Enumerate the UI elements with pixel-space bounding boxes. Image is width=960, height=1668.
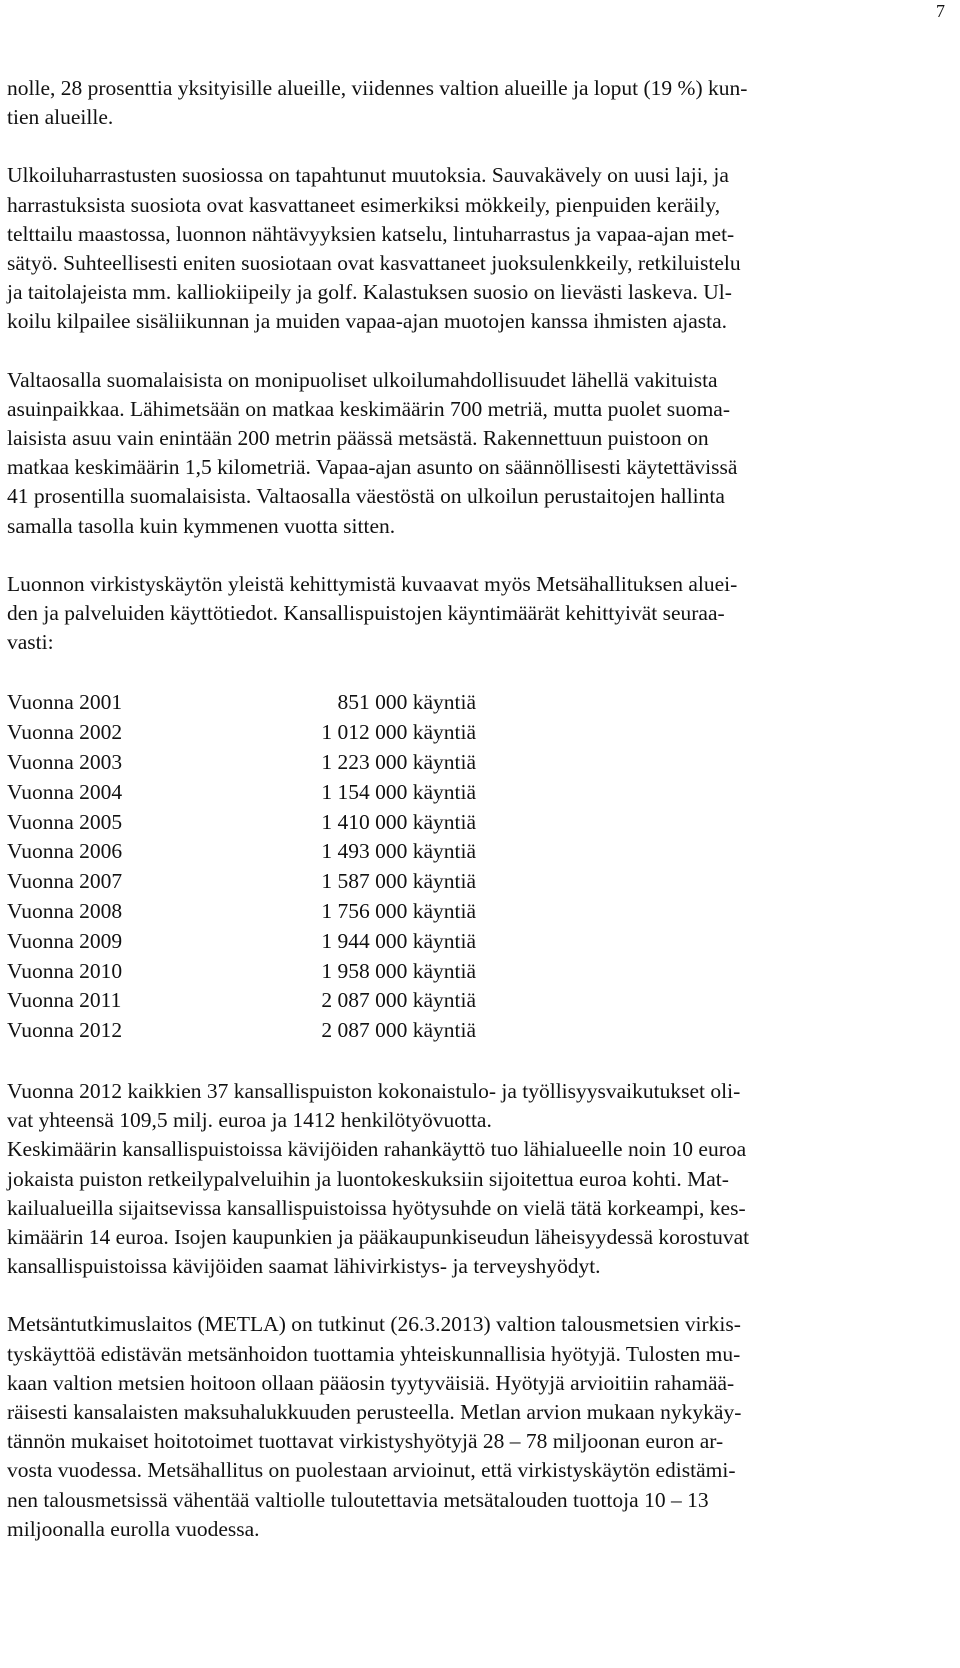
document-body <box>7 74 923 1544</box>
visit-year: Vuonna 2002 <box>7 720 123 745</box>
visit-row <box>7 1016 923 1046</box>
paragraph-economic-impact: Vuonna 2012 kaikkien 37 kansallispuiston kokonaistulo- ja työllisyysvaikutukset oli- vat yhteensä 109,5 milj. euroa ja 1412 henkilötyövuotta. <box>7 1079 741 1133</box>
visit-year: Vuonna 2003 <box>7 750 123 775</box>
visit-row <box>7 867 923 897</box>
visit-year: Vuonna 2010 <box>7 958 123 983</box>
visit-row <box>7 748 923 778</box>
visit-count: 1 154 000 käyntiä <box>321 779 476 804</box>
paragraph-gap <box>7 132 923 161</box>
visit-count: 1 223 000 käyntiä <box>321 750 476 775</box>
visit-table <box>7 688 923 1046</box>
paragraph-gap <box>7 337 923 366</box>
visit-count: 1 012 000 käyntiä <box>321 720 476 745</box>
visit-count: 1 493 000 käyntiä <box>321 839 476 864</box>
visit-year: Vuonna 2007 <box>7 869 123 894</box>
visit-row <box>7 778 923 808</box>
visit-row <box>7 927 923 957</box>
visit-count: 1 944 000 käyntiä <box>321 928 476 953</box>
visit-row <box>7 808 923 838</box>
visit-count: 1 587 000 käyntiä <box>321 869 476 894</box>
visit-row <box>7 837 923 867</box>
paragraph-gap <box>7 1281 923 1310</box>
visit-year: Vuonna 2005 <box>7 809 123 834</box>
paragraph-gap <box>7 657 923 688</box>
visit-year: Vuonna 2008 <box>7 899 123 924</box>
paragraph-outdoor-access: Valtaosalla suomalaisista on monipuoliset ulkoilumahdollisuudet lähellä vakituista asuinpaikkaa. Lähimetsään on matkaa keskimäärin 700 metriä, mutta puolet suoma- laisista asuu vain enintään 200 metrin päässä metsästä. Rakennettuun puistoon on matkaa keskimäärin 1,5 kilometriä. Vapaa-ajan asunto on säännöllisesti käytettävissä 41 prosentilla suomalaisista. Valtaosalla väestöstä on ulkoilun perustaitojen hallinta samalla tasolla kuin kymmenen vuotta sitten. <box>7 367 738 538</box>
paragraph-visitor-spending: Keskimäärin kansallispuistoissa kävijöiden rahankäyttö tuo lähialueelle noin 10 euroa jokaista puiston retkeilypalveluihin ja luontokeskuksiin sijoitettua euroa kohti. Mat- kailualueilla sijaitsevissa kansallispuistoissa hyötysuhde on vielä tätä korkeampi, kes- kimäärin 14 euroa. Isojen kaupunkien ja pääkaupunkiseudun läheisyydessä korostuvat kansallispuistoissa kävijöiden saamat lähivirkistys- ja terveyshyödyt. <box>7 1137 750 1279</box>
paragraph-national-park-intro: Luonnon virkistyskäytön yleistä kehittymistä kuvaavat myös Metsähallituksen aluei- den ja palveluiden käyttötiedot. Kansallispuistojen käyntimäärät kehittyivät seuraa- vasti: <box>7 571 738 655</box>
paragraph-land-ownership: nolle, 28 prosenttia yksityisille alueille, viidennes valtion alueille ja loput (19 %) kun- tien alueille. <box>7 76 748 130</box>
visit-year: Vuonna 2004 <box>7 779 123 804</box>
visit-year: Vuonna 2001 <box>7 690 123 715</box>
visit-row <box>7 986 923 1016</box>
visit-row <box>7 897 923 927</box>
paragraph-outdoor-trends: Ulkoiluharrastusten suosiossa on tapahtunut muutoksia. Sauvakävely on uusi laji, ja harrastuksista suosiota ovat kasvattaneet esimerkiksi mökkeily, pienpuiden keräily, telttailu maastossa, luonnon nähtävyyksien katselu, lintuharrastus ja vapaa-ajan met- sätyö. Suhteellisesti eniten suosiotaan ovat kasvattaneet juoksulenkkeily, retkiluistelu ja taitolajeista mm. kalliokiipeily ja golf. Kalastuksen suosio on lievästi laskeva. Ul- koilu kilpailee sisäliikunnan ja muiden vapaa-ajan muotojen kanssa ihmisten ajasta. <box>7 163 741 334</box>
visit-row <box>7 957 923 987</box>
visit-year: Vuonna 2006 <box>7 839 123 864</box>
paragraph-gap <box>7 541 923 570</box>
visit-count: 851 000 käyntiä <box>337 690 476 715</box>
paragraph-gap <box>7 1046 923 1077</box>
visit-count: 1 958 000 käyntiä <box>321 958 476 983</box>
visit-count: 2 087 000 käyntiä <box>321 1018 476 1043</box>
visit-year: Vuonna 2009 <box>7 928 123 953</box>
visit-count: 1 410 000 käyntiä <box>321 809 476 834</box>
visit-year: Vuonna 2011 <box>7 988 122 1013</box>
visit-row <box>7 718 923 748</box>
page-number: 7 <box>936 1 945 21</box>
visit-count: 1 756 000 käyntiä <box>321 899 476 924</box>
visit-count: 2 087 000 käyntiä <box>321 988 476 1013</box>
visit-year: Vuonna 2012 <box>7 1018 123 1043</box>
visit-row <box>7 688 923 718</box>
paragraph-metla-study: Metsäntutkimuslaitos (METLA) on tutkinut (26.3.2013) valtion talousmetsien virkis- tyskäyttöä edistävän metsänhoidon tuottamia yhteiskunnallisia hyötyjä. Tulosten mu- kaan valtion metsien hoitoon ollaan pääosin tyytyväisiä. Hyötyjä arvioitiin rahamää- räisesti kansalaisten maksuhalukkuuden perusteella. Metlan arvion mukaan nykykäy- tännön mukaiset hoitotoimet tuottavat virkistyshyötyjä 28 – 78 miljoonan euron ar- vosta vuodessa. Metsähallitus on puolestaan arvioinut, että virkistyskäytön edistämi- nen talousmetsissä vähentää valtiolle tuloutettavia metsätalouden tuottoja 10 – 13 miljoonalla eurolla vuodessa. <box>7 1312 742 1541</box>
